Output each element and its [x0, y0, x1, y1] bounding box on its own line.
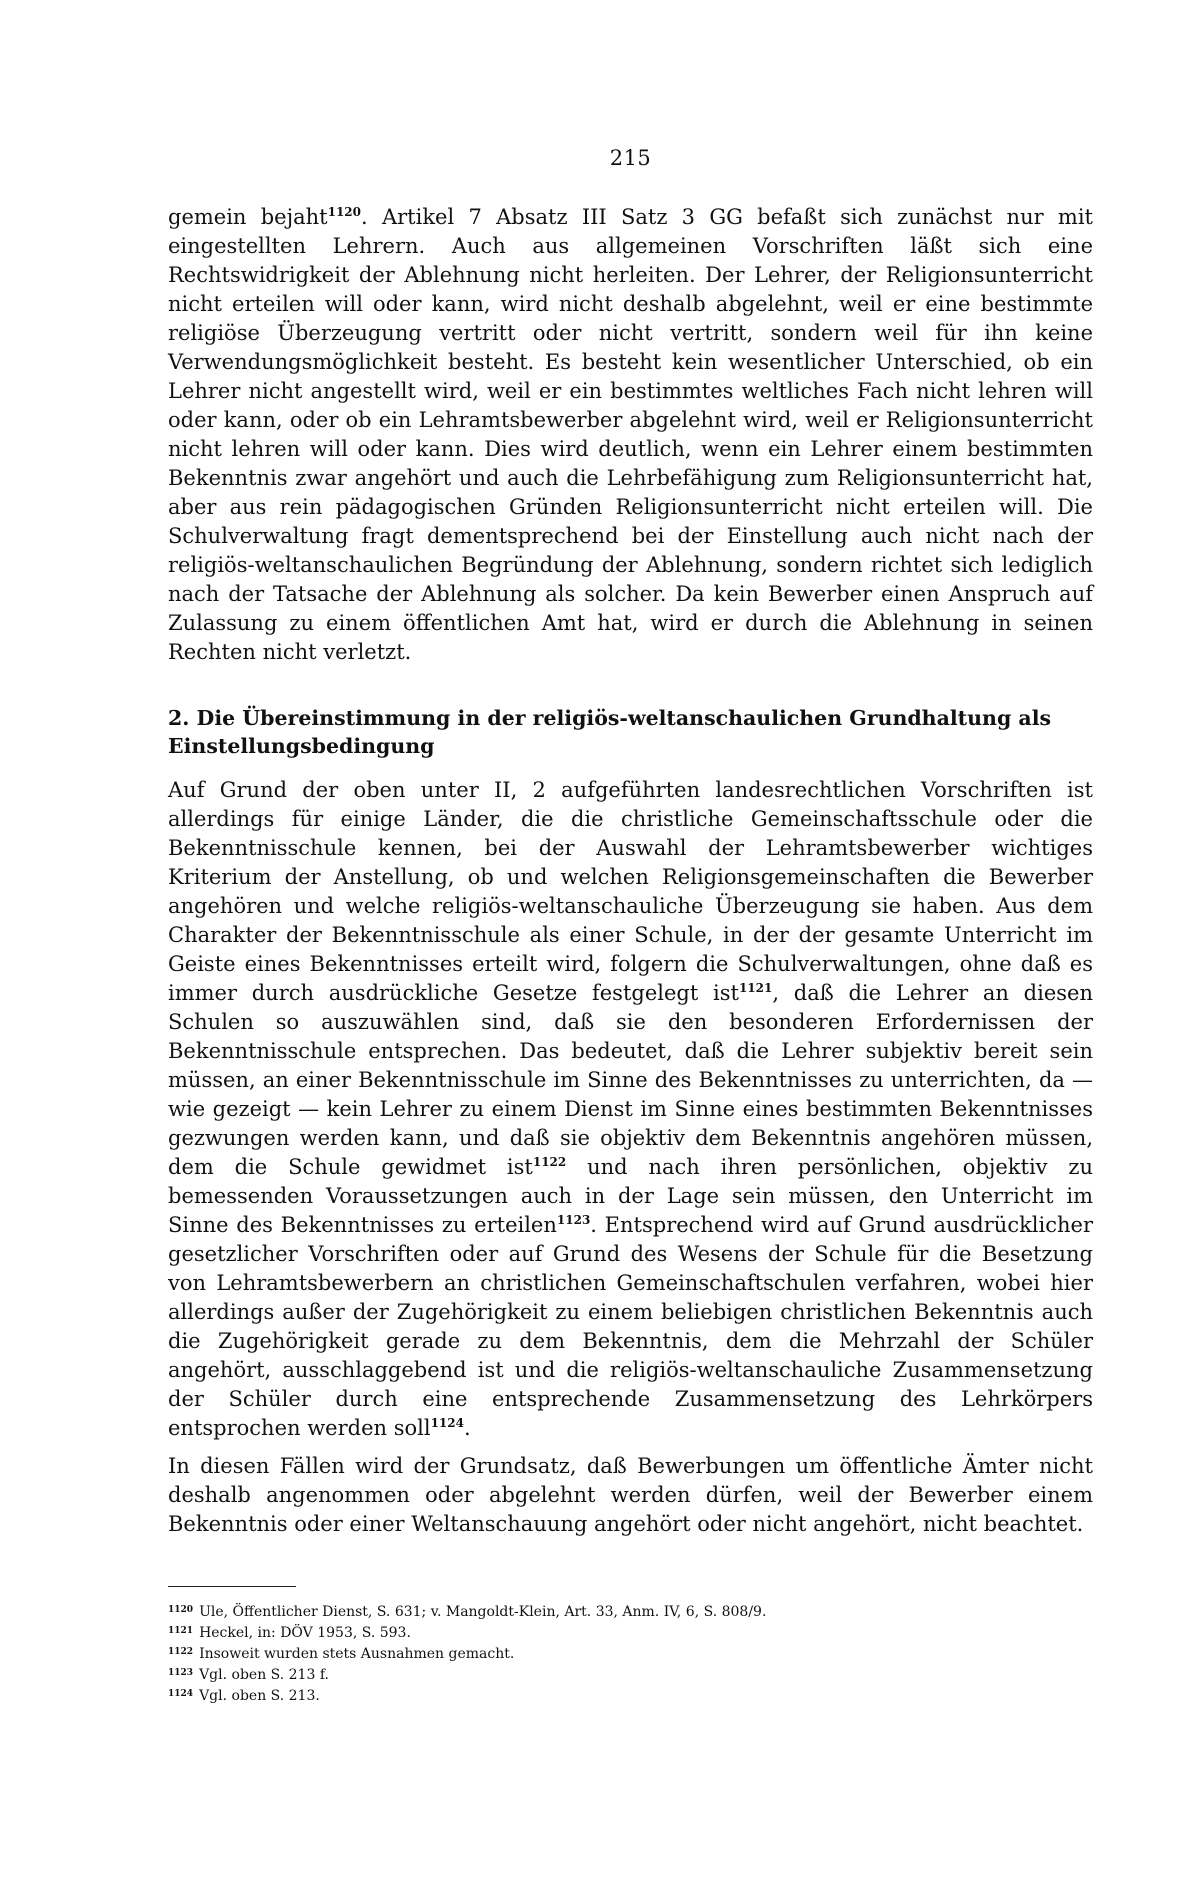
- footnote-number: 1120: [168, 1605, 194, 1615]
- paragraph-2-text-a: Auf Grund der oben unter II, 2 aufgeführten landesrechtlichen Vorschriften ist allerdings für einige Länder, die die christliche Gemeinschaftsschule oder die Bekenntnisschule kennen, bei der Auswahl der Lehramtsbewerber wichtiges Kriterium der Anstellung, ob und welchen Religionsgemeinschaften die Bewerber angehören und welche religiös-weltanschauliche Überzeugung sie haben. Aus dem Charakter der Bekenntnisschule als einer Schule, in der der gesamte Unterricht im Geiste eines Bekenntnisses erteilt wird, folgern die Schulverwaltungen, ohne daß es immer durch ausdrückliche Gesetze festgelegt ist: [168, 778, 1093, 1005]
- footnote-divider: [168, 1586, 296, 1587]
- footnote-item: [168, 1622, 1093, 1643]
- footnote-number: 1123: [168, 1668, 194, 1678]
- footnote-ref-1120[interactable]: 1120: [327, 205, 362, 219]
- paragraph-2-text-d: . Entsprechend wird auf Grund ausdrücklicher gesetzlicher Vorschriften oder auf Grund des Wesens der Schule für die Besetzung von Lehramtsbewerbern an christlichen Gemeinschaftschulen verfahren, wobei hier allerdings außer der Zugehörigkeit zu einem beliebigen christlichen Bekenntnis auch die Zugehörigkeit gerade zu dem Bekenntnis, dem die Mehrzahl der Schüler angehört, ausschlaggebend ist und die religiös-weltanschauliche Zusammensetzung der Schüler durch eine entsprechende Zusammensetzung des Lehrkörpers entsprochen werden soll: [168, 1213, 1093, 1440]
- footnote-item: [168, 1643, 1093, 1664]
- paragraph-1-text-a: gemein bejaht: [168, 205, 328, 229]
- paragraph-2-text-b: , daß die Lehrer an diesen Schulen so auszuwählen sind, daß sie den besonderen Erfordernissen der Bekenntnisschule entsprechen. Das bedeutet, daß die Lehrer subjektiv bereit sein müssen, an einer Bekenntnisschule im Sinne des Bekenntnisses zu unterrichten, da — wie gezeigt — kein Lehrer zu einem Dienst im Sinne eines bestimmten Bekenntnisses gezwungen werden kann, und daß sie objektiv dem Bekenntnis angehören müssen, dem die Schule gewidmet ist: [168, 981, 1093, 1179]
- footnote-number: 1122: [168, 1647, 194, 1657]
- paragraph-2-text-c: und nach ihren persönlichen, objektiv zu bemessenden Voraussetzungen auch in der Lage sein müssen, den Unterricht im Sinne des Bekenntnisses zu erteilen: [168, 1155, 1093, 1237]
- footnote-ref-1122[interactable]: 1122: [532, 1155, 567, 1169]
- section-heading: 2. Die Übereinstimmung in der religiös-weltanschaulichen Grundhaltung als Einstellungsbedingung: [168, 706, 1052, 758]
- footnote-ref-1121[interactable]: 1121: [738, 981, 773, 995]
- footnote-text: Vgl. oben S. 213 f.: [199, 1667, 329, 1683]
- footnote-number: 1124: [168, 1689, 194, 1699]
- paragraph-2: [168, 776, 1093, 1443]
- footnote-item: [168, 1664, 1093, 1685]
- paragraph-1-text-b: . Artikel 7 Absatz III Satz 3 GG befaßt sich zunächst nur mit eingestellten Lehrern. Auch aus allgemeinen Vorschriften läßt sich eine Rechtswidrigkeit der Ablehnung nicht herleiten. Der Lehrer, der Religionsunterricht nicht erteilen will oder kann, wird nicht deshalb abgelehnt, weil er eine bestimmte religiöse Überzeugung vertritt oder nicht vertritt, sondern weil für ihn keine Verwendungsmöglichkeit besteht. Es besteht kein wesentlicher Unterschied, ob ein Lehrer nicht angestellt wird, weil er ein bestimmtes weltliches Fach nicht lehren will oder kann, oder ob ein Lehramtsbewerber abgelehnt wird, weil er Religionsunterricht nicht lehren will oder kann. Dies wird deutlich, wenn ein Lehrer einem bestimmten Bekenntnis zwar angehört und auch die Lehrbefähigung zum Religionsunterricht hat, aber aus rein pädagogischen Gründen Religionsunterricht nicht erteilen will. Die Schulverwaltung fragt dementsprechend bei der Einstellung auch nicht nach der religiös-weltanschaulichen Begründung der Ablehnung, sondern richtet sich lediglich nach der Tatsache der Ablehnung als solcher. Da kein Bewerber einen Anspruch auf Zulassung zu einem öffentlichen Amt hat, wird er durch die Ablehnung in seinen Rechten nicht verletzt.: [168, 205, 1093, 664]
- footnote-number: 1121: [168, 1626, 194, 1636]
- footnote-ref-1124[interactable]: 1124: [430, 1416, 464, 1430]
- footnote-text: Insoweit wurden stets Ausnahmen gemacht.: [199, 1646, 515, 1662]
- footnote-item: [168, 1685, 1093, 1706]
- page-number: 215: [609, 146, 652, 170]
- paragraph-1: [168, 203, 1093, 667]
- paragraph-2-text-e: .: [463, 1416, 471, 1440]
- paragraph-3: In diesen Fällen wird der Grundsatz, daß Bewerbungen um öffentliche Ämter nicht deshalb angenommen oder abgelehnt werden dürfen, weil der Bewerber einem Bekenntnis oder einer Weltanschauung angehört oder nicht angehört, nicht beachtet.: [168, 1454, 1093, 1536]
- footnote-item: [168, 1601, 1093, 1622]
- footnote-text: Heckel, in: DÖV 1953, S. 593.: [199, 1625, 411, 1641]
- footnote-text: Ule, Öffentlicher Dienst, S. 631; v. Mangoldt-Klein, Art. 33, Anm. IV, 6, S. 808/9.: [199, 1604, 767, 1620]
- footnote-list: [168, 1601, 1093, 1706]
- footnote-ref-1123[interactable]: 1123: [556, 1213, 591, 1227]
- footnote-text: Vgl. oben S. 213.: [199, 1688, 320, 1704]
